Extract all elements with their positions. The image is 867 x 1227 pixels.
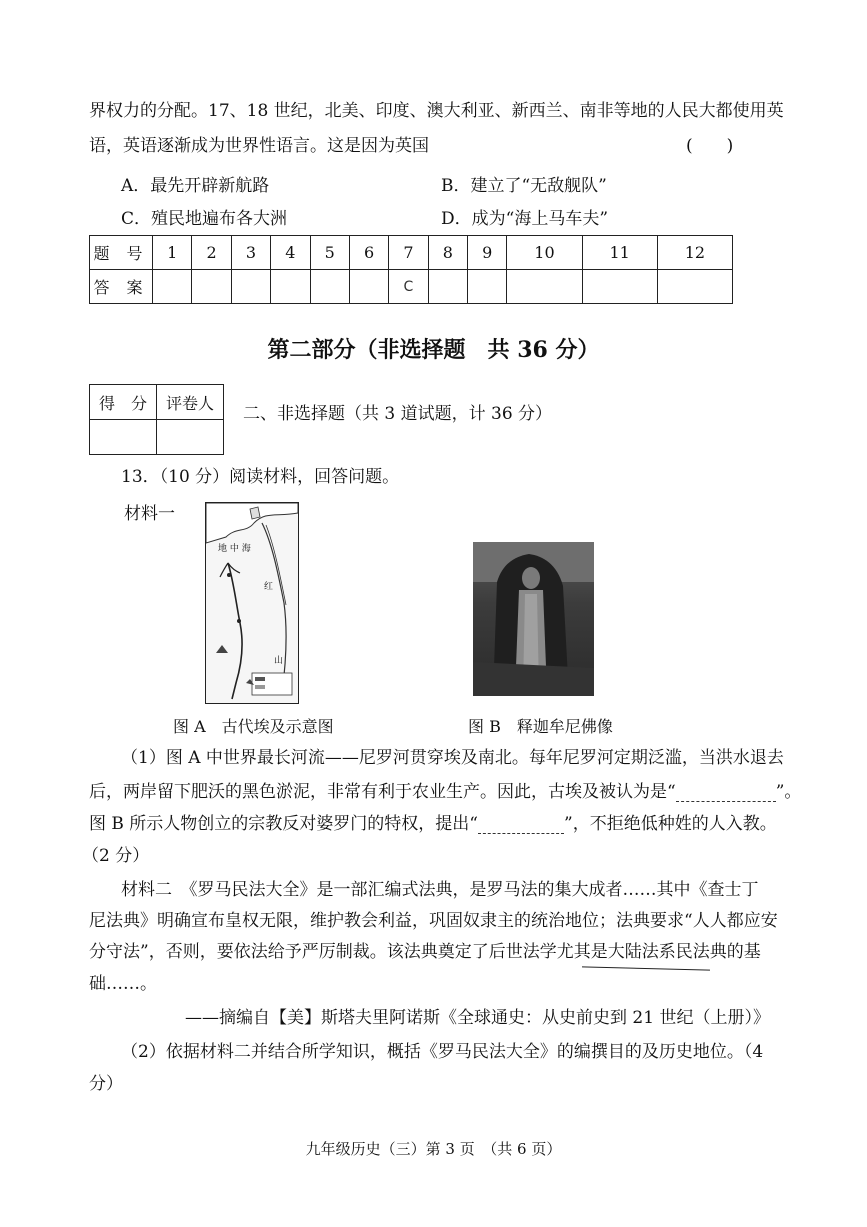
q13-part1-line-2-text: 后，两岸留下肥沃的黑色淤泥，非常有利于农业生产。因此，古埃及被认为是“ xyxy=(89,782,676,802)
q13-part1-line-2 xyxy=(89,784,801,802)
section-heading: 二、非选择题（共 3 道试题，计 36 分） xyxy=(243,404,553,424)
page-footer: 九年级历史（三）第 3 页 （共 6 页） xyxy=(305,1140,562,1158)
grader-label: 评卷人 xyxy=(157,385,224,420)
number-cell: 9 xyxy=(468,236,507,270)
handwritten-underline xyxy=(582,966,710,970)
material-1-label: 材料一 xyxy=(124,504,175,524)
buddha-statue-image xyxy=(473,542,594,696)
answer-cell[interactable] xyxy=(349,270,388,304)
q13-part1-line-3 xyxy=(89,816,777,834)
material-2-line-4: 础……。 xyxy=(89,974,157,994)
answer-cell[interactable]: C xyxy=(389,270,428,304)
number-cell: 3 xyxy=(231,236,270,270)
answer-cell[interactable] xyxy=(468,270,507,304)
q13-part2-line-1: （2）依据材料二并结合所学知识，概括《罗马民法大全》的编撰目的及历史地位。（4 xyxy=(121,1042,764,1062)
answer-blank-1[interactable] xyxy=(676,784,776,802)
answer-cell[interactable] xyxy=(310,270,349,304)
figure-a-caption: 图 A 古代埃及示意图 xyxy=(173,717,334,736)
number-cell: 1 xyxy=(153,236,192,270)
number-cell: 12 xyxy=(657,236,732,270)
number-cell: 6 xyxy=(349,236,388,270)
answer-cell[interactable] xyxy=(428,270,467,304)
q12-answer-paren: ( ) xyxy=(686,136,734,156)
material-2-source: ——摘编自【美】斯塔夫里阿诺斯《全球通史：从史前史到 21 世纪（上册）》 xyxy=(185,1008,770,1028)
material-2-line-2: 尼法典》明确宣布皇权无限，维护教会利益，巩固奴隶主的统治地位；法典要求“人人都应安 xyxy=(89,911,778,931)
map-label-mountain: 山 xyxy=(274,656,284,666)
answer-cell[interactable] xyxy=(153,270,192,304)
number-cell: 7 xyxy=(389,236,428,270)
answer-cell[interactable] xyxy=(231,270,270,304)
answer-table xyxy=(89,235,733,304)
number-cell: 5 xyxy=(310,236,349,270)
q12-option-d: D．成为“海上马车夫” xyxy=(441,209,609,229)
answer-blank-2[interactable] xyxy=(478,816,564,834)
section-title: 第二部分（非选择题 共 36 分） xyxy=(267,337,600,363)
egypt-map-figure xyxy=(205,502,299,704)
q13-part1-line-1: （1）图 A 中世界最长河流——尼罗河贯穿埃及南北。每年尼罗河定期泛滥，当洪水退去 xyxy=(121,748,784,768)
material-2-line-1: 材料二 《罗马民法大全》是一部汇编式法典，是罗马法的集大成者……其中《查士丁 xyxy=(121,880,759,900)
map-label-sea: 地 中 海 xyxy=(218,544,251,554)
egypt-map-icon xyxy=(206,503,298,703)
grader-input-cell[interactable] xyxy=(157,420,224,455)
buddha-statue-icon xyxy=(473,542,594,696)
q13-part2-line-2: 分） xyxy=(89,1074,123,1094)
figure-b-caption: 图 B 释迦牟尼佛像 xyxy=(468,717,613,736)
answer-cell[interactable] xyxy=(507,270,582,304)
score-box xyxy=(89,384,224,455)
number-row-label: 题 号 xyxy=(90,236,153,270)
answer-cell[interactable] xyxy=(582,270,657,304)
material-2-line-3: 分守法”，否则，要依法给予严厉制裁。该法典奠定了后世法学尤其是大陆法系民法典的基 xyxy=(89,942,761,962)
number-cell: 2 xyxy=(192,236,231,270)
number-cell: 10 xyxy=(507,236,582,270)
q12-option-b: B．建立了“无敌舰队” xyxy=(441,176,607,196)
q13-part1-line-3-end: ”，不拒绝低种姓的人入教。 xyxy=(564,814,777,834)
q12-line-2: 语，英语逐渐成为世界性语言。这是因为英国 xyxy=(89,136,429,156)
answer-cell[interactable] xyxy=(192,270,231,304)
score-label: 得 分 xyxy=(90,385,157,420)
q13-part1-line-3-text: 图 B 所示人物创立的宗教反对婆罗门的特权，提出“ xyxy=(89,814,478,834)
score-input-cell[interactable] xyxy=(90,420,157,455)
answer-table-answer-row xyxy=(90,270,733,304)
answer-cell[interactable] xyxy=(271,270,310,304)
answer-row-label: 答 案 xyxy=(90,270,153,304)
q12-line-1: 界权力的分配。17、18 世纪，北美、印度、澳大利亚、新西兰、南非等地的人民大都使用英 xyxy=(89,101,784,121)
number-cell: 8 xyxy=(428,236,467,270)
map-label-red: 红 xyxy=(264,582,274,592)
q13-part1-line-2-end: ”。 xyxy=(775,782,802,802)
answer-table-number-row xyxy=(90,236,733,270)
q13-part1-score: （2 分） xyxy=(82,846,150,866)
q12-option-a: A．最先开辟新航路 xyxy=(121,176,270,196)
number-cell: 4 xyxy=(271,236,310,270)
q13-intro: 13．（10 分）阅读材料，回答问题。 xyxy=(121,467,400,487)
number-cell: 11 xyxy=(582,236,657,270)
answer-cell[interactable] xyxy=(657,270,732,304)
q12-option-c: C．殖民地遍布各大洲 xyxy=(121,209,288,229)
